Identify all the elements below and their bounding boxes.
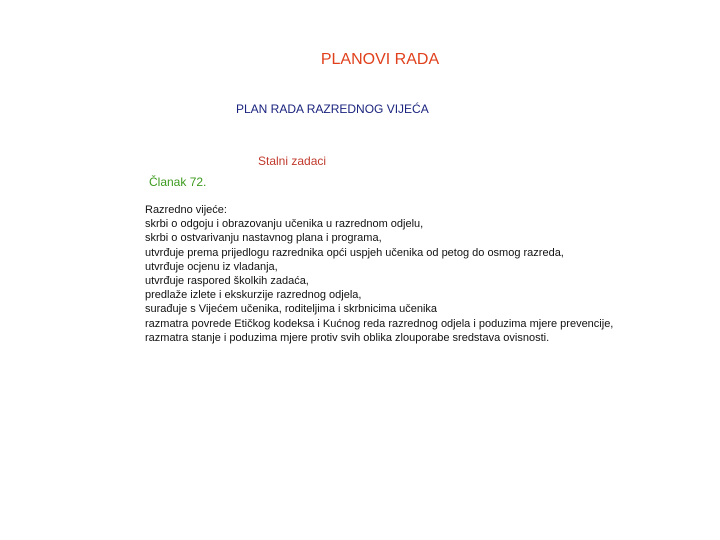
body-line: skrbi o odgoju i obrazovanju učenika u razrednom odjelu,: [145, 218, 424, 231]
page-title: PLANOVI RADA: [320, 51, 440, 68]
article-body: [145, 203, 715, 345]
body-line: razmatra povrede Etičkog kodeksa i Kućnog reda razrednog odjela i poduzima mjere prevencije,: [145, 317, 614, 330]
body-line: surađuje s Vijećem učenika, roditeljima i skrbnicima učenika: [145, 303, 438, 316]
section-heading: Stalni zadaci: [258, 154, 327, 168]
plan-subtitle: PLAN RADA RAZREDNOG VIJEĆA: [236, 102, 429, 116]
body-line: utvrđuje ocjenu iz vladanja,: [145, 260, 278, 273]
body-line: razmatra stanje i poduzima mjere protiv svih oblika zlouporabe sredstava ovisnosti.: [145, 331, 550, 344]
body-line: utvrđuje prema prijedlogu razrednika opći uspjeh učenika od petog do osmog razreda,: [145, 246, 564, 259]
article-label: Članak 72.: [149, 175, 207, 189]
body-line: predlaže izlete i ekskurzije razrednog odjela,: [145, 289, 362, 302]
body-line: utvrđuje raspored školkih zadaća,: [145, 275, 309, 288]
body-line: skrbi o ostvarivanju nastavnog plana i programa,: [145, 232, 382, 245]
body-line: Razredno vijeće:: [145, 204, 227, 216]
